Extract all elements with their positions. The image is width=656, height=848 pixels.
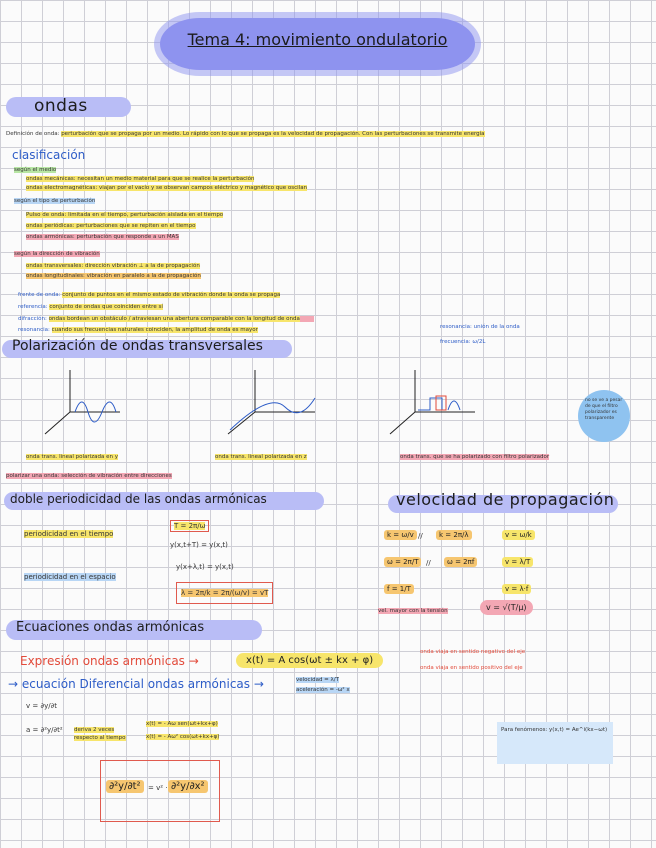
vel-eq-4: ω = 2πf xyxy=(444,557,477,567)
ondas-heading: ondas xyxy=(34,96,88,116)
frente-row: frente de onda: conjunto de puntos en el mismo estado de vibración donde la onda se propaga xyxy=(18,292,281,298)
referencia-row: referencia: conjunto de ondas que coinciden entre sí xyxy=(18,304,163,310)
longitudinales-item: ondas longitudinales: vibración en paralelo a la de propagación xyxy=(26,273,201,279)
pulso-item: Pulso de onda: limitada en el tiempo, perturbación aislada en el tiempo xyxy=(26,212,224,218)
espacio-label: periodicidad en el espacio xyxy=(24,573,116,581)
electromagneticas-item: ondas electromagnéticas: viajan por el vacío y se observan campos eléctrico y magnético que oscilan xyxy=(26,185,308,191)
x1-eq: x(t) = - Aω sen(ωt+kx+φ) xyxy=(146,721,218,727)
espacio-eq1: y(x+λ,t) = y(x,t) xyxy=(176,563,234,571)
periodicas-item: ondas periódicas: perturbaciones que se repiten en el tiempo xyxy=(26,223,196,229)
a-eq: a = ∂²y/∂t² xyxy=(26,726,63,734)
caption-2: onda trans. lineal polarizada en z xyxy=(215,454,307,460)
definicion-row xyxy=(6,130,485,138)
diagram-filter xyxy=(390,370,475,434)
tiempo-eq2: y(x,t+T) = y(x,t) xyxy=(170,541,228,549)
caption-1: onda trans. lineal polarizada en y xyxy=(26,454,118,460)
mecanicas-item: ondas mecánicas: necesitan un medio material para que se realice la perturbación xyxy=(26,176,255,182)
expresion-label: Expresión ondas armónicas → xyxy=(20,654,199,668)
vel-eq-5: v = λ/T xyxy=(502,557,533,567)
espacio-eq2: λ = 2π/k = 2π/(ω/v) = vT xyxy=(176,582,273,604)
v-eq: v = ∂y/∂t xyxy=(26,702,57,710)
doble-heading: doble periodicidad de las ondas armónicas xyxy=(10,492,267,506)
difraccion-row: difracción: ondas bordean un obstáculo / atraviesan una abertura comparable con la longitud de onda xyxy=(18,315,314,323)
expresion-eq: x(t) = A cos(ωt ± kx + φ) xyxy=(236,653,383,668)
final-eq-mid: = v² · xyxy=(148,784,168,792)
segun-medio: según el medio xyxy=(14,167,57,173)
armonicas-item: ondas armónicas: perturbación que responde a un MAS xyxy=(26,234,179,240)
x2-eq: x(t) = - Aω² cos(ωt+kx+φ) xyxy=(146,734,220,740)
side-note-1: resonancia: unión de la onda xyxy=(440,324,520,330)
ecuaciones-heading: Ecuaciones ondas armónicas xyxy=(16,620,205,635)
diagram-polarized-y xyxy=(45,370,120,434)
dif-note-2: aceleración = -ω² x xyxy=(296,687,350,693)
vel-eq-6: f = 1/T xyxy=(384,584,414,594)
definicion-text: perturbación que se propaga por un medio. Lo rápido con lo que se propaga es la velocidad de propagación. Con las perturbaciones se transmite energía xyxy=(61,131,485,137)
diagram-polarized-z xyxy=(228,370,315,434)
vel-eq-7: v = λ·f xyxy=(502,584,531,594)
tension-eq: v = √(T/μ) xyxy=(480,600,533,615)
velocidad-heading: velocidad de propagación xyxy=(396,490,615,509)
polarizacion-heading: Polarización de ondas transversales xyxy=(12,338,263,354)
transversales-item: ondas transversales: dirección vibración ⊥ a la de propagación xyxy=(26,263,200,269)
caption-3: onda trans. que se ha polarizado con filtro polarizador xyxy=(400,454,550,460)
side-note-box: Para fenómenos: y(x,t) = Ae^i(kx−ωt) xyxy=(497,722,613,764)
vel-eq-0: k = ω/v xyxy=(384,530,417,540)
definicion-label: Definición de onda: xyxy=(6,131,60,137)
final-eq-left: ∂²y/∂t² xyxy=(106,780,144,793)
polarizar-row: polarizar una onda: selección de vibración entre direcciones xyxy=(6,473,172,479)
segun-direccion: según la dirección de vibración xyxy=(14,251,100,257)
diferencial-label: → ecuación Diferencial ondas armónicas → xyxy=(8,677,264,691)
final-eq-right: ∂²y/∂x² xyxy=(168,780,208,793)
deriva-note: deriva 2 veces respecto al tiempo xyxy=(74,727,126,741)
tiempo-eq1: T = 2π/ω xyxy=(170,520,209,532)
clasificacion-heading: clasificación xyxy=(12,148,86,162)
polarization-diagrams xyxy=(30,362,630,452)
expresion-note-2: onda viaja en sentido positivo del eje xyxy=(420,665,523,671)
vel-eq-3: ω = 2π/T xyxy=(384,557,421,567)
side-note-2: frecuencia: ω/2L xyxy=(440,339,486,345)
bubble-note: no se ve a pesar de que el filtro polarizador es transparente xyxy=(585,398,623,421)
tiempo-label: periodicidad en el tiempo xyxy=(24,530,114,538)
vel-eq-1: k = 2π/λ xyxy=(436,530,472,540)
dif-note-1: velocidad = λ/T xyxy=(296,677,340,683)
expresion-note-1: onda viaja en sentido negativo del eje xyxy=(420,649,526,655)
segun-tipo: según el tipo de perturbación xyxy=(14,198,96,204)
vel-eq-2: v = ω/k xyxy=(502,530,535,540)
tension-label: vel. mayor con la tensión xyxy=(378,608,448,614)
page-title: Tema 4: movimiento ondulatorio xyxy=(187,30,448,49)
vel-separator-0: // xyxy=(418,532,423,540)
vel-separator-1: // xyxy=(426,559,431,567)
resonancia-row: resonancia: cuando sus frecuencias naturales coinciden, la amplitud de onda es mayor xyxy=(18,327,258,333)
